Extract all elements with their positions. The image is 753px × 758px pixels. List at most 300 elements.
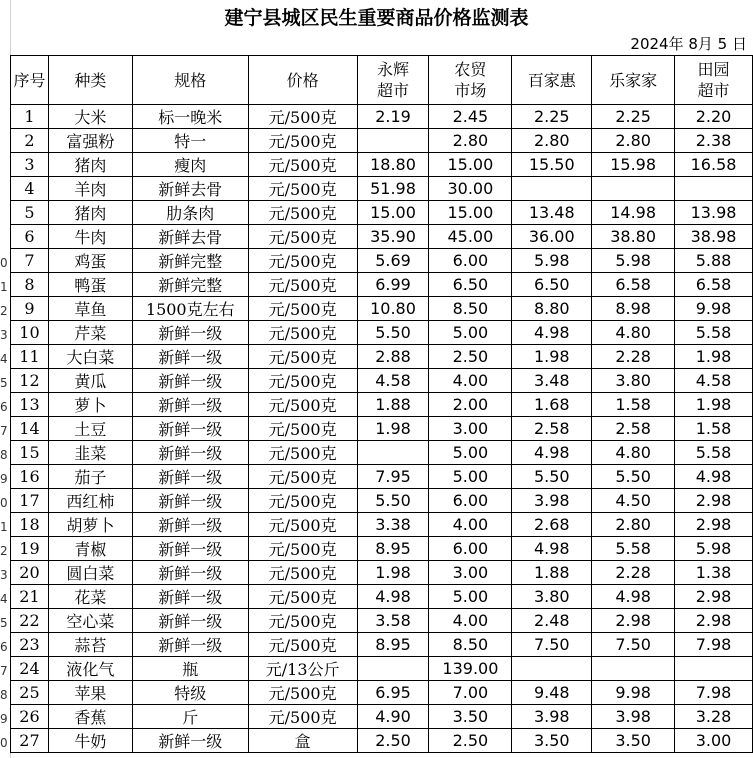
table-row bbox=[11, 249, 753, 273]
row-number-marker: 3 bbox=[0, 568, 8, 582]
cell-index: 27 bbox=[11, 729, 49, 753]
cell-unit: 元/500克 bbox=[248, 633, 357, 657]
cell-price-store5: 5.58 bbox=[675, 441, 753, 465]
cell-index: 12 bbox=[11, 369, 49, 393]
cell-price-store2: 2.50 bbox=[429, 729, 512, 753]
cell-price-store2: 2.00 bbox=[429, 393, 512, 417]
table-row bbox=[11, 705, 753, 729]
cell-index: 3 bbox=[11, 153, 49, 177]
cell-kind: 鸡蛋 bbox=[48, 249, 132, 273]
cell-price-store5: 1.98 bbox=[675, 345, 753, 369]
col-header-store5 bbox=[675, 56, 753, 105]
cell-kind: 芹菜 bbox=[48, 321, 132, 345]
col-header-store3: 百家惠 bbox=[512, 56, 592, 105]
cell-price-store5: 2.98 bbox=[675, 585, 753, 609]
cell-price-store4 bbox=[592, 657, 675, 681]
cell-price-store3: 2.58 bbox=[512, 417, 592, 441]
table-row bbox=[11, 273, 753, 297]
cell-kind: 猪肉 bbox=[48, 201, 132, 225]
cell-price-store2: 30.00 bbox=[429, 177, 512, 201]
store2-line2: 市场 bbox=[454, 81, 487, 100]
col-header-store4: 乐家家 bbox=[592, 56, 675, 105]
cell-price-store3: 7.50 bbox=[512, 633, 592, 657]
cell-spec: 新鲜一级 bbox=[132, 345, 248, 369]
cell-price-store1: 2.88 bbox=[357, 345, 429, 369]
cell-unit: 元/500克 bbox=[248, 465, 357, 489]
cell-price-store1: 4.98 bbox=[357, 585, 429, 609]
row-number-marker: 2 bbox=[0, 544, 8, 558]
cell-unit: 元/500克 bbox=[248, 561, 357, 585]
cell-price-store1: 3.58 bbox=[357, 609, 429, 633]
cell-price-store4: 9.98 bbox=[592, 681, 675, 705]
cell-price-store4: 5.50 bbox=[592, 465, 675, 489]
cell-price-store4: 2.58 bbox=[592, 417, 675, 441]
table-row bbox=[11, 561, 753, 585]
cell-price-store1: 5.69 bbox=[357, 249, 429, 273]
cell-index: 4 bbox=[11, 177, 49, 201]
cell-kind: 萝卜 bbox=[48, 393, 132, 417]
cell-price-store2: 5.00 bbox=[429, 585, 512, 609]
cell-kind: 草鱼 bbox=[48, 297, 132, 321]
cell-price-store1: 5.50 bbox=[357, 321, 429, 345]
cell-price-store4: 14.98 bbox=[592, 201, 675, 225]
cell-price-store1: 6.95 bbox=[357, 681, 429, 705]
cell-price-store4: 2.80 bbox=[592, 513, 675, 537]
cell-price-store3: 2.80 bbox=[512, 129, 592, 153]
cell-price-store3: 36.00 bbox=[512, 225, 592, 249]
cell-kind: 液化气 bbox=[48, 657, 132, 681]
cell-spec: 新鲜去骨 bbox=[132, 177, 248, 201]
cell-price-store1: 4.58 bbox=[357, 369, 429, 393]
cell-kind: 西红柿 bbox=[48, 489, 132, 513]
store5-line1: 田园 bbox=[697, 60, 730, 79]
table-row bbox=[11, 513, 753, 537]
row-number-marker: 7 bbox=[0, 664, 8, 678]
cell-spec: 新鲜一级 bbox=[132, 633, 248, 657]
cell-price-store4: 5.98 bbox=[592, 249, 675, 273]
cell-price-store5: 5.88 bbox=[675, 249, 753, 273]
cell-index: 24 bbox=[11, 657, 49, 681]
cell-index: 6 bbox=[11, 225, 49, 249]
row-number-marker: 4 bbox=[0, 352, 8, 366]
cell-price-store4: 15.98 bbox=[592, 153, 675, 177]
cell-price-store1: 1.98 bbox=[357, 417, 429, 441]
cell-price-store3: 15.50 bbox=[512, 153, 592, 177]
row-number-marker: 1 bbox=[0, 520, 8, 534]
cell-price-store3: 3.98 bbox=[512, 705, 592, 729]
cell-price-store5: 38.98 bbox=[675, 225, 753, 249]
cell-unit: 元/500克 bbox=[248, 585, 357, 609]
cell-price-store2: 5.00 bbox=[429, 441, 512, 465]
cell-kind: 牛奶 bbox=[48, 729, 132, 753]
cell-spec: 瘦肉 bbox=[132, 153, 248, 177]
table-row bbox=[11, 201, 753, 225]
cell-unit: 元/500克 bbox=[248, 681, 357, 705]
row-number-marker: 5 bbox=[0, 616, 8, 630]
cell-price-store1: 18.80 bbox=[357, 153, 429, 177]
table-row bbox=[11, 105, 753, 129]
cell-index: 7 bbox=[11, 249, 49, 273]
cell-price-store3: 6.50 bbox=[512, 273, 592, 297]
cell-price-store2: 7.00 bbox=[429, 681, 512, 705]
cell-price-store4: 3.98 bbox=[592, 705, 675, 729]
cell-unit: 元/500克 bbox=[248, 441, 357, 465]
cell-unit: 元/13公斤 bbox=[248, 657, 357, 681]
cell-spec: 新鲜一级 bbox=[132, 369, 248, 393]
cell-price-store3: 13.48 bbox=[512, 201, 592, 225]
cell-price-store2: 4.00 bbox=[429, 369, 512, 393]
cell-price-store5: 5.98 bbox=[675, 537, 753, 561]
cell-price-store4: 2.98 bbox=[592, 609, 675, 633]
cell-price-store1: 5.50 bbox=[357, 489, 429, 513]
cell-kind: 羊肉 bbox=[48, 177, 132, 201]
cell-kind: 空心菜 bbox=[48, 609, 132, 633]
cell-price-store4: 2.28 bbox=[592, 561, 675, 585]
table-row bbox=[11, 297, 753, 321]
cell-price-store4: 4.80 bbox=[592, 441, 675, 465]
cell-price-store4: 8.98 bbox=[592, 297, 675, 321]
cell-kind: 茄子 bbox=[48, 465, 132, 489]
cell-price-store3: 1.88 bbox=[512, 561, 592, 585]
cell-price-store1 bbox=[357, 441, 429, 465]
cell-spec: 新鲜完整 bbox=[132, 249, 248, 273]
cell-spec: 肋条肉 bbox=[132, 201, 248, 225]
col-header-index: 序号 bbox=[11, 56, 49, 105]
cell-spec: 新鲜一级 bbox=[132, 561, 248, 585]
cell-index: 13 bbox=[11, 393, 49, 417]
cell-spec: 新鲜去骨 bbox=[132, 225, 248, 249]
cell-price-store5: 13.98 bbox=[675, 201, 753, 225]
cell-price-store3: 1.68 bbox=[512, 393, 592, 417]
cell-unit: 元/500克 bbox=[248, 537, 357, 561]
cell-unit: 元/500克 bbox=[248, 249, 357, 273]
cell-kind: 花菜 bbox=[48, 585, 132, 609]
cell-index: 16 bbox=[11, 465, 49, 489]
cell-unit: 元/500克 bbox=[248, 321, 357, 345]
cell-price-store1: 10.80 bbox=[357, 297, 429, 321]
cell-price-store5: 1.58 bbox=[675, 417, 753, 441]
table-row bbox=[11, 369, 753, 393]
cell-spec: 新鲜一级 bbox=[132, 321, 248, 345]
cell-unit: 元/500克 bbox=[248, 129, 357, 153]
cell-unit: 元/500克 bbox=[248, 513, 357, 537]
cell-kind: 苹果 bbox=[48, 681, 132, 705]
cell-kind: 黄瓜 bbox=[48, 369, 132, 393]
cell-price-store5: 16.58 bbox=[675, 153, 753, 177]
store1-line2: 超市 bbox=[377, 81, 410, 100]
cell-spec: 新鲜一级 bbox=[132, 393, 248, 417]
cell-unit: 元/500克 bbox=[248, 201, 357, 225]
cell-price-store3: 8.80 bbox=[512, 297, 592, 321]
store5-line2: 超市 bbox=[697, 81, 730, 100]
cell-index: 17 bbox=[11, 489, 49, 513]
table-row bbox=[11, 537, 753, 561]
cell-price-store2: 15.00 bbox=[429, 201, 512, 225]
row-number-marker: 8 bbox=[0, 688, 8, 702]
cell-price-store1 bbox=[357, 129, 429, 153]
cell-price-store5: 1.98 bbox=[675, 393, 753, 417]
cell-price-store5: 2.20 bbox=[675, 105, 753, 129]
cell-unit: 盒 bbox=[248, 729, 357, 753]
table-row bbox=[11, 417, 753, 441]
cell-price-store5: 1.38 bbox=[675, 561, 753, 585]
cell-price-store4: 4.50 bbox=[592, 489, 675, 513]
cell-index: 10 bbox=[11, 321, 49, 345]
cell-price-store3: 4.98 bbox=[512, 537, 592, 561]
row-number-marker: 0 bbox=[0, 736, 8, 750]
cell-index: 25 bbox=[11, 681, 49, 705]
cell-price-store3 bbox=[512, 657, 592, 681]
cell-index: 14 bbox=[11, 417, 49, 441]
cell-price-store5: 5.58 bbox=[675, 321, 753, 345]
cell-unit: 元/500克 bbox=[248, 225, 357, 249]
cell-price-store3: 3.80 bbox=[512, 585, 592, 609]
cell-spec: 新鲜一级 bbox=[132, 585, 248, 609]
cell-price-store3: 5.50 bbox=[512, 465, 592, 489]
cell-price-store1: 8.95 bbox=[357, 537, 429, 561]
table-row bbox=[11, 345, 753, 369]
table-row bbox=[11, 633, 753, 657]
row-number-marker: 0 bbox=[0, 496, 8, 510]
cell-spec: 斤 bbox=[132, 705, 248, 729]
col-header-spec: 规格 bbox=[132, 56, 248, 105]
cell-price-store3: 2.48 bbox=[512, 609, 592, 633]
table-row bbox=[11, 609, 753, 633]
cell-price-store4: 2.25 bbox=[592, 105, 675, 129]
cell-kind: 胡萝卜 bbox=[48, 513, 132, 537]
cell-price-store4: 6.58 bbox=[592, 273, 675, 297]
cell-kind: 猪肉 bbox=[48, 153, 132, 177]
table-row bbox=[11, 393, 753, 417]
col-header-kind: 种类 bbox=[48, 56, 132, 105]
cell-spec: 瓶 bbox=[132, 657, 248, 681]
header-row bbox=[11, 56, 753, 105]
cell-price-store5: 7.98 bbox=[675, 681, 753, 705]
cell-price-store1: 15.00 bbox=[357, 201, 429, 225]
cell-spec: 标一晚米 bbox=[132, 105, 248, 129]
cell-price-store3 bbox=[512, 177, 592, 201]
cell-price-store5: 7.98 bbox=[675, 633, 753, 657]
cell-price-store3: 5.98 bbox=[512, 249, 592, 273]
cell-spec: 新鲜一级 bbox=[132, 537, 248, 561]
cell-price-store1: 6.99 bbox=[357, 273, 429, 297]
price-table bbox=[10, 55, 753, 753]
cell-spec: 新鲜一级 bbox=[132, 417, 248, 441]
cell-unit: 元/500克 bbox=[248, 177, 357, 201]
cell-spec: 特一 bbox=[132, 129, 248, 153]
cell-unit: 元/500克 bbox=[248, 393, 357, 417]
cell-spec: 新鲜一级 bbox=[132, 729, 248, 753]
cell-price-store1: 2.19 bbox=[357, 105, 429, 129]
cell-price-store5: 2.98 bbox=[675, 609, 753, 633]
cell-kind: 土豆 bbox=[48, 417, 132, 441]
cell-price-store5 bbox=[675, 657, 753, 681]
cell-spec: 新鲜一级 bbox=[132, 513, 248, 537]
row-number-marker: 6 bbox=[0, 400, 8, 414]
row-number-marker: 5 bbox=[0, 376, 8, 390]
cell-price-store1: 51.98 bbox=[357, 177, 429, 201]
row-number-marker: 9 bbox=[0, 472, 8, 486]
cell-price-store5: 2.98 bbox=[675, 489, 753, 513]
cell-price-store1: 35.90 bbox=[357, 225, 429, 249]
cell-kind: 牛肉 bbox=[48, 225, 132, 249]
cell-price-store1: 1.88 bbox=[357, 393, 429, 417]
cell-price-store3: 1.98 bbox=[512, 345, 592, 369]
cell-price-store5: 2.38 bbox=[675, 129, 753, 153]
cell-unit: 元/500克 bbox=[248, 297, 357, 321]
col-header-store2 bbox=[429, 56, 512, 105]
cell-spec: 新鲜一级 bbox=[132, 465, 248, 489]
cell-price-store1: 4.90 bbox=[357, 705, 429, 729]
cell-spec: 新鲜一级 bbox=[132, 609, 248, 633]
cell-unit: 元/500克 bbox=[248, 417, 357, 441]
table-row bbox=[11, 657, 753, 681]
row-number-marker: 1 bbox=[0, 280, 8, 294]
cell-kind: 富强粉 bbox=[48, 129, 132, 153]
cell-price-store1: 7.95 bbox=[357, 465, 429, 489]
table-row bbox=[11, 729, 753, 753]
col-header-price: 价格 bbox=[248, 56, 357, 105]
cell-price-store2: 8.50 bbox=[429, 297, 512, 321]
table-row bbox=[11, 129, 753, 153]
cell-price-store4: 3.50 bbox=[592, 729, 675, 753]
table-row bbox=[11, 225, 753, 249]
cell-price-store2: 2.45 bbox=[429, 105, 512, 129]
cell-price-store4: 5.58 bbox=[592, 537, 675, 561]
cell-price-store4: 1.58 bbox=[592, 393, 675, 417]
row-number-marker: 7 bbox=[0, 424, 8, 438]
cell-spec: 1500克左右 bbox=[132, 297, 248, 321]
cell-price-store2: 3.50 bbox=[429, 705, 512, 729]
cell-price-store5: 3.28 bbox=[675, 705, 753, 729]
table-row bbox=[11, 489, 753, 513]
cell-price-store2: 5.00 bbox=[429, 465, 512, 489]
row-number-marker: 0 bbox=[0, 256, 8, 270]
cell-unit: 元/500克 bbox=[248, 369, 357, 393]
row-number-marker: 2 bbox=[0, 304, 8, 318]
cell-price-store4: 7.50 bbox=[592, 633, 675, 657]
cell-kind: 香蕉 bbox=[48, 705, 132, 729]
cell-kind: 圆白菜 bbox=[48, 561, 132, 585]
cell-index: 8 bbox=[11, 273, 49, 297]
cell-price-store1: 8.95 bbox=[357, 633, 429, 657]
report-date: 2024年 8月 5 日 bbox=[630, 35, 747, 53]
cell-price-store5: 4.58 bbox=[675, 369, 753, 393]
row-number-marker: 6 bbox=[0, 640, 8, 654]
page-title: 建宁县城区民生重要商品价格监测表 bbox=[224, 7, 529, 29]
cell-price-store4: 38.80 bbox=[592, 225, 675, 249]
cell-spec: 新鲜一级 bbox=[132, 441, 248, 465]
cell-price-store2: 6.00 bbox=[429, 489, 512, 513]
cell-price-store2: 2.50 bbox=[429, 345, 512, 369]
table-row bbox=[11, 441, 753, 465]
cell-index: 18 bbox=[11, 513, 49, 537]
cell-spec: 新鲜一级 bbox=[132, 489, 248, 513]
row-number-marker: 8 bbox=[0, 448, 8, 462]
cell-price-store5 bbox=[675, 177, 753, 201]
cell-price-store2: 45.00 bbox=[429, 225, 512, 249]
cell-spec: 新鲜完整 bbox=[132, 273, 248, 297]
cell-price-store2: 6.00 bbox=[429, 249, 512, 273]
cell-price-store5: 6.58 bbox=[675, 273, 753, 297]
cell-price-store4: 4.80 bbox=[592, 321, 675, 345]
store1-line1: 永辉 bbox=[377, 60, 410, 79]
cell-price-store2: 2.80 bbox=[429, 129, 512, 153]
table-row bbox=[11, 585, 753, 609]
table-row bbox=[11, 681, 753, 705]
cell-price-store3: 4.98 bbox=[512, 321, 592, 345]
cell-price-store2: 5.00 bbox=[429, 321, 512, 345]
cell-price-store1: 1.98 bbox=[357, 561, 429, 585]
cell-price-store2: 3.00 bbox=[429, 561, 512, 585]
row-number-marker: 3 bbox=[0, 328, 8, 342]
cell-price-store5: 4.98 bbox=[675, 465, 753, 489]
cell-price-store2: 139.00 bbox=[429, 657, 512, 681]
cell-price-store4: 2.28 bbox=[592, 345, 675, 369]
cell-unit: 元/500克 bbox=[248, 153, 357, 177]
cell-price-store4: 2.80 bbox=[592, 129, 675, 153]
cell-unit: 元/500克 bbox=[248, 609, 357, 633]
cell-price-store3: 4.98 bbox=[512, 441, 592, 465]
cell-index: 1 bbox=[11, 105, 49, 129]
cell-kind: 鸭蛋 bbox=[48, 273, 132, 297]
cell-price-store3: 9.48 bbox=[512, 681, 592, 705]
table-row bbox=[11, 153, 753, 177]
cell-index: 22 bbox=[11, 609, 49, 633]
col-header-store1 bbox=[357, 56, 429, 105]
cell-price-store2: 4.00 bbox=[429, 609, 512, 633]
cell-unit: 元/500克 bbox=[248, 345, 357, 369]
table-row bbox=[11, 465, 753, 489]
cell-price-store3: 2.25 bbox=[512, 105, 592, 129]
cell-price-store4: 4.98 bbox=[592, 585, 675, 609]
cell-unit: 元/500克 bbox=[248, 273, 357, 297]
cell-price-store2: 4.00 bbox=[429, 513, 512, 537]
cell-price-store3: 2.68 bbox=[512, 513, 592, 537]
row-number-marker: 4 bbox=[0, 592, 8, 606]
cell-kind: 韭菜 bbox=[48, 441, 132, 465]
cell-index: 23 bbox=[11, 633, 49, 657]
cell-price-store1: 2.50 bbox=[357, 729, 429, 753]
store2-line1: 农贸 bbox=[454, 60, 487, 79]
cell-price-store3: 3.98 bbox=[512, 489, 592, 513]
cell-kind: 青椒 bbox=[48, 537, 132, 561]
cell-unit: 元/500克 bbox=[248, 705, 357, 729]
cell-price-store5: 9.98 bbox=[675, 297, 753, 321]
cell-price-store2: 15.00 bbox=[429, 153, 512, 177]
cell-price-store4 bbox=[592, 177, 675, 201]
cell-price-store2: 3.00 bbox=[429, 417, 512, 441]
cell-price-store4: 3.80 bbox=[592, 369, 675, 393]
cell-price-store1: 3.38 bbox=[357, 513, 429, 537]
table-row bbox=[11, 321, 753, 345]
cell-index: 11 bbox=[11, 345, 49, 369]
cell-price-store5: 2.98 bbox=[675, 513, 753, 537]
row-number-marker: 9 bbox=[0, 712, 8, 726]
cell-price-store1 bbox=[357, 657, 429, 681]
cell-price-store2: 6.00 bbox=[429, 537, 512, 561]
cell-price-store3: 3.48 bbox=[512, 369, 592, 393]
cell-kind: 蒜苔 bbox=[48, 633, 132, 657]
cell-index: 2 bbox=[11, 129, 49, 153]
cell-index: 26 bbox=[11, 705, 49, 729]
cell-index: 21 bbox=[11, 585, 49, 609]
cell-price-store3: 3.50 bbox=[512, 729, 592, 753]
cell-unit: 元/500克 bbox=[248, 105, 357, 129]
cell-index: 19 bbox=[11, 537, 49, 561]
cell-index: 5 bbox=[11, 201, 49, 225]
cell-price-store2: 8.50 bbox=[429, 633, 512, 657]
